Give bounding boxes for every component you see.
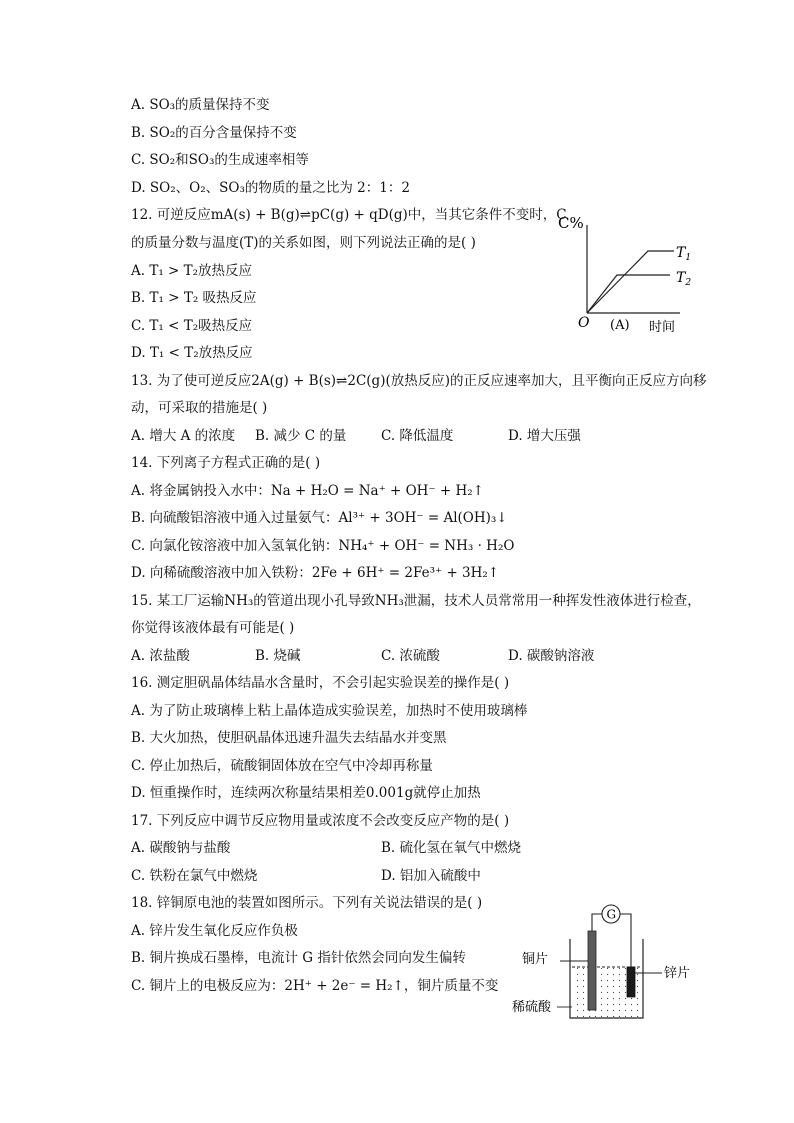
q14-stem: 14. 下列离子方程式正确的是( ) (131, 455, 321, 471)
q16-option-c: C. 停止加热后，硫酸铜固体放在空气中冷却再称量 (131, 758, 433, 774)
wire-right (620, 914, 631, 967)
q13-option-b: B. 减少 C 的量 (255, 428, 347, 444)
q18-cell-diagram (510, 895, 710, 1027)
solution-label: 稀硫酸 (512, 1000, 552, 1015)
q17-option-c: C. 铁粉在氯气中燃烧 (131, 868, 258, 884)
q11-option-d: D. SO₂、O₂、SO₃的物质的量之比为 2：1：2 (131, 180, 410, 196)
q12-option-c: C. T₁ < T₂吸热反应 (131, 318, 253, 334)
graph-origin-label: O (578, 315, 590, 331)
q14-option-c: C. 向氯化铵溶液中加入氢氧化钠：NH₄⁺ + OH⁻ = NH₃ · H₂O (131, 538, 515, 554)
q17-stem: 17. 下列反应中调节反应物用量或浓度不会改变反应产物的是( ) (131, 813, 510, 829)
q17-option-a: A. 碳酸钠与盐酸 (131, 840, 231, 856)
q13-option-c: C. 降低温度 (381, 428, 454, 444)
graph-y-label: C% (558, 214, 584, 232)
q16-option-d: D. 恒重操作时，连续两次称量结果相差0.001g就停止加热 (131, 785, 481, 801)
q12-option-a: A. T₁ > T₂放热反应 (131, 263, 253, 279)
copper-label: 铜片 (522, 952, 549, 967)
q14-option-a: A. 将金属钠投入水中：Na + H₂O = Na⁺ + OH⁻ + H₂↑ (131, 483, 484, 499)
q18-option-b: B. 铜片换成石墨棒，电流计 G 指针依然会同向发生偏转 (131, 950, 466, 966)
q16-option-b: B. 大火加热，使胆矾晶体迅速升温失去结晶水并变黑 (131, 730, 447, 746)
q17-option-b: B. 硫化氢在氧气中燃烧 (381, 840, 522, 856)
q11-option-c: C. SO₂和SO₃的生成速率相等 (131, 152, 309, 168)
q14-option-d: D. 向稀硫酸溶液中加入铁粉：2Fe + 6H⁺ = 2Fe³⁺ + 3H₂↑ (131, 565, 500, 581)
q13-stem-line2: 动，可采取的措施是( ) (131, 400, 268, 416)
q18-option-c: C. 铜片上的电极反应为：2H⁺ + 2e⁻ = H₂↑，铜片质量不变 (131, 978, 499, 994)
q15-option-c: C. 浓硫酸 (381, 648, 440, 664)
q18-option-a: A. 锌片发生氧化反应作负极 (131, 923, 298, 939)
q15-option-a: A. 浓盐酸 (131, 648, 190, 664)
q15-option-d: D. 碳酸钠溶液 (508, 648, 595, 664)
wire-left (592, 914, 602, 931)
graph-x-label: 时间 (649, 320, 676, 335)
zinc-electrode (627, 967, 635, 997)
q14-option-b: B. 向硫酸铝溶液中通入过量氨气：Al³⁺ + 3OH⁻ = Al(OH)₃↓ (131, 510, 508, 526)
graph-curve-t2 (587, 275, 670, 313)
q15-stem-line2: 你觉得该液体最有可能是( ) (131, 620, 295, 636)
q11-option-b: B. SO₂的百分含量保持不变 (131, 125, 297, 141)
q12-stem-line1: 12. 可逆反应mA(s) + B(g)⇌pC(g) + qD(g)中，当其它条件不变时，C (131, 207, 567, 223)
graph-curve-t1-label: $T_1$ (676, 245, 692, 263)
q11-option-a: A. SO₃的质量保持不变 (131, 97, 270, 113)
graph-curve-t2-label: $T_2$ (676, 270, 692, 288)
galvanometer-label: G (606, 907, 617, 922)
copper-electrode (588, 931, 596, 1010)
q15-option-b: B. 烧碱 (255, 648, 301, 664)
q13-option-a: A. 增大 A 的浓度 (131, 428, 236, 444)
q17-option-d: D. 铝加入硫酸中 (381, 868, 481, 884)
q13-option-d: D. 增大压强 (508, 428, 581, 444)
q12-option-b: B. T₁ > T₂ 吸热反应 (131, 290, 257, 306)
q18-stem: 18. 锌铜原电池的装置如图所示。下列有关说法错误的是( ) (131, 895, 483, 911)
q13-stem-line1: 13. 为了使可逆反应2A(g) + B(s)⇌2C(g)(放热反应)的正反应速率加大，且平衡向正反应方向移 (131, 373, 707, 389)
q16-stem: 16. 测定胆矾晶体结晶水含量时，不会引起实验误差的操作是( ) (131, 675, 510, 691)
graph-caption: (A) (610, 318, 630, 333)
q12-graph (550, 205, 690, 340)
q15-stem-line1: 15. 某工厂运输NH₃的管道出现小孔导致NH₃泄漏，技术人员常常用一种挥发性液体进行检查， (131, 593, 701, 609)
graph-curve-t1 (587, 251, 674, 313)
q12-stem-line2: 的质量分数与温度(T)的关系如图，则下列说法正确的是( ) (131, 235, 476, 251)
q12-option-d: D. T₁ < T₂放热反应 (131, 345, 253, 361)
zinc-label: 锌片 (664, 966, 691, 981)
q16-option-a: A. 为了防止玻璃棒上粘上晶体造成实验误差，加热时不使用玻璃棒 (131, 703, 528, 719)
